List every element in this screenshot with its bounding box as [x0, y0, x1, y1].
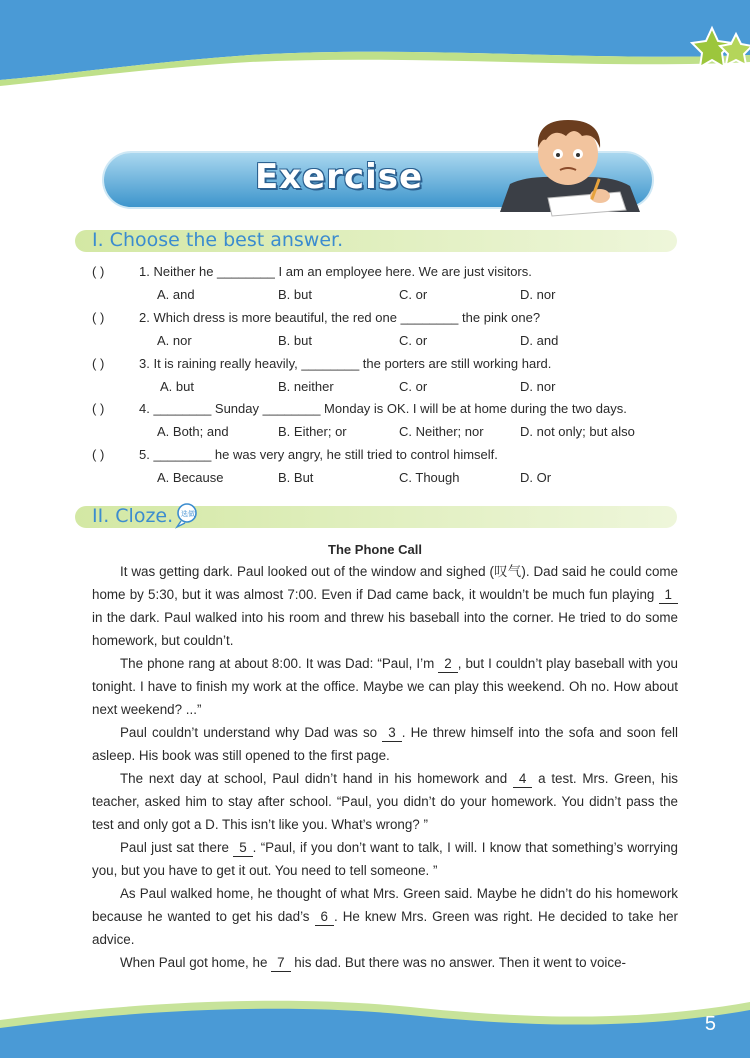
- footer-wave-decoration: [0, 990, 750, 1058]
- option-a[interactable]: A. nor: [157, 333, 192, 348]
- option-b[interactable]: B. But: [278, 470, 314, 485]
- paragraph: The phone rang at about 8:00. It was Dad: “Paul, I’m 2 , but I couldn’t play baseball with you tonight. I have to finish my work at the office. Maybe we can play this weekend. Oh no. How about next weekend? ...”: [92, 656, 678, 717]
- option-b[interactable]: B. neither: [278, 379, 334, 394]
- option-d[interactable]: D. not only; but also: [520, 424, 635, 439]
- banner-title: Exercise: [254, 157, 424, 197]
- paragraph: Paul couldn’t understand why Dad was so 3 . He threw himself into the sofa and soon fell asleep. His book was still opened to the first page.: [92, 725, 678, 763]
- option-row: [0, 287, 750, 307]
- option-row: [0, 379, 750, 399]
- option-a[interactable]: A. Because: [157, 470, 224, 485]
- option-d[interactable]: D. nor: [520, 379, 556, 394]
- question-text: 1. Neither he ________ I am an employee here. We are just visitors.: [139, 264, 532, 279]
- section1-title: I. Choose the best answer.: [92, 229, 344, 251]
- story-title: The Phone Call: [328, 542, 422, 557]
- option-a[interactable]: A. but: [160, 379, 194, 394]
- blank-7[interactable]: 7: [271, 955, 290, 972]
- question-row: [0, 356, 750, 376]
- option-c[interactable]: C. or: [399, 287, 428, 302]
- option-c[interactable]: C. or: [399, 379, 428, 394]
- blank-3[interactable]: 3: [382, 725, 401, 742]
- answer-bracket[interactable]: ( ): [92, 264, 105, 279]
- question-row: [0, 447, 750, 467]
- question-text: 5. ________ he was very angry, he still tried to control himself.: [139, 447, 498, 462]
- page-number: 5: [704, 1013, 716, 1035]
- blank-2[interactable]: 2: [438, 656, 457, 673]
- boy-writing-illustration: [490, 112, 650, 220]
- blank-4[interactable]: 4: [513, 771, 532, 788]
- paragraph: As Paul walked home, he thought of what Mrs. Green said. Maybe he didn’t do his homework because he wanted to get his dad’s 6 . He knew Mrs. Green was right. He decided to take her advice.: [92, 886, 678, 947]
- blank-1[interactable]: 1: [659, 587, 678, 604]
- paragraph: Paul just sat there 5 . “Paul, if you don’t want to talk, I will. I know that something’s worrying you, but you have to get it out. You need to tell someone. ”: [92, 840, 679, 878]
- question-row: [0, 401, 750, 421]
- blank-5[interactable]: 5: [233, 840, 252, 857]
- answer-bracket[interactable]: ( ): [92, 310, 105, 325]
- icon-label: 选做: [181, 510, 195, 518]
- question-row: [0, 264, 750, 284]
- option-b[interactable]: B. but: [278, 287, 312, 302]
- option-b[interactable]: B. but: [278, 333, 312, 348]
- cloze-passage: [92, 560, 678, 974]
- option-d[interactable]: D. Or: [520, 470, 552, 485]
- option-row: [0, 470, 750, 490]
- option-d[interactable]: D. and: [520, 333, 559, 348]
- option-row: [0, 424, 750, 444]
- option-a[interactable]: A. Both; and: [157, 424, 229, 439]
- option-a[interactable]: A. and: [157, 287, 195, 302]
- paragraph: When Paul got home, he 7 his dad. But there was no answer. Then it went to voice-: [120, 955, 627, 970]
- option-d[interactable]: D. nor: [520, 287, 556, 302]
- header-wave-decoration: [0, 0, 750, 90]
- option-row: [0, 333, 750, 353]
- answer-bracket[interactable]: ( ): [92, 401, 105, 416]
- question-text: 4. ________ Sunday ________ Monday is OK. I will be at home during the two days.: [139, 401, 627, 416]
- option-c[interactable]: C. Though: [399, 470, 460, 485]
- option-c[interactable]: C. Neither; nor: [399, 424, 484, 439]
- question-text: 3. It is raining really heavily, ________ the porters are still working hard.: [139, 356, 552, 371]
- option-b[interactable]: B. Either; or: [278, 424, 347, 439]
- question-row: [0, 310, 750, 330]
- answer-bracket[interactable]: ( ): [92, 447, 105, 462]
- paragraph: The next day at school, Paul didn’t hand in his homework and 4 a test. Mrs. Green, his teacher, asked him to stay after school. “Paul, you didn’t do your homework. You didn’t pass the test and only got a D. This isn’t like you. What’s wrong? ”: [92, 771, 678, 832]
- question-text: 2. Which dress is more beautiful, the red one ________ the pink one?: [139, 310, 541, 325]
- lightbulb-icon: [173, 502, 213, 530]
- option-c[interactable]: C. or: [399, 333, 428, 348]
- paragraph: It was getting dark. Paul looked out of the window and sighed (叹气). Dad said he could come home by 5:30, but it was almost 7:00. Even if Dad came back, it wouldn’t be much fun playing 1 in the dark. Paul walked into his room and threw his baseball into the corner. He tried to do some homework, but couldn’t.: [92, 564, 678, 648]
- section2-title: II. Cloze.: [92, 505, 174, 527]
- answer-bracket[interactable]: ( ): [92, 356, 105, 371]
- blank-6[interactable]: 6: [315, 909, 334, 926]
